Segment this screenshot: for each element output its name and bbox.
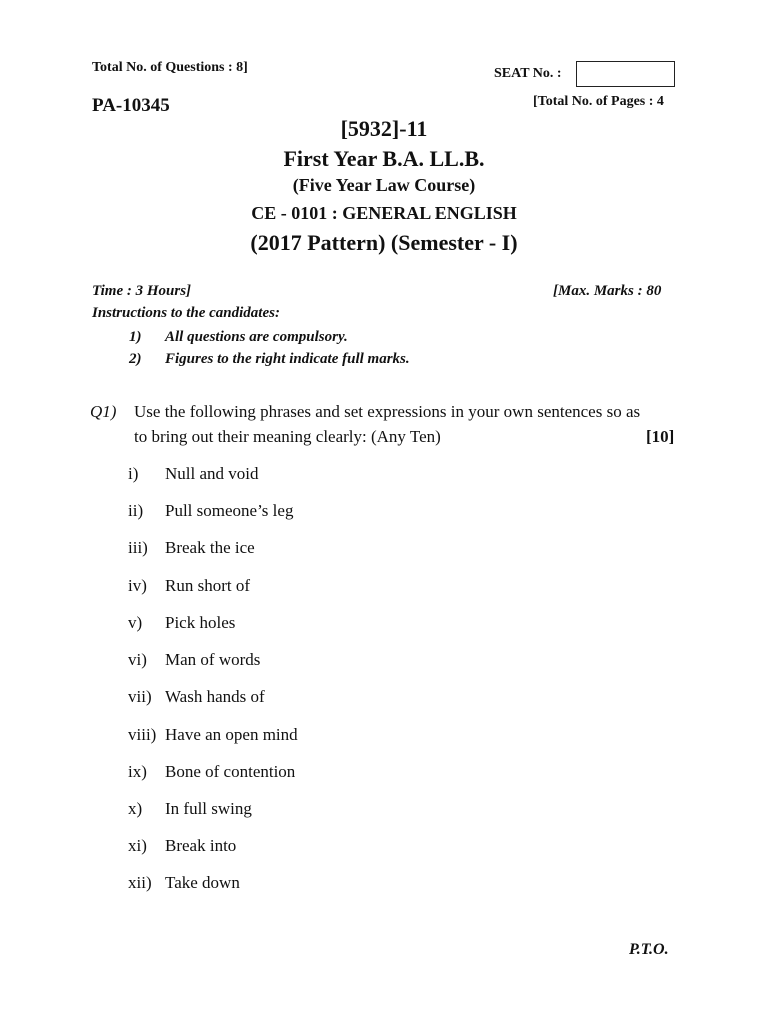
phrase-text: Break into [165,836,237,855]
instruction-text: All questions are compulsory. [165,329,348,345]
phrase-text: Null and void [165,464,259,483]
phrase-number: vii) [128,687,152,706]
phrase-number: xi) [128,836,147,855]
phrase-text: Pull someone’s leg [165,501,294,520]
phrase-number: ix) [128,762,147,781]
phrase-number: x) [128,799,143,818]
total-questions: Total No. of Questions : 8] [92,60,248,75]
question-text-line: to bring out their meaning clearly: (Any Ten) [134,427,441,446]
question-marks: [10] [646,427,675,446]
phrase-text: Run short of [165,576,250,595]
phrase-number: viii) [128,725,157,744]
phrase-text: Pick holes [165,613,236,632]
question-number: Q1) [90,402,117,421]
phrase-number: iv) [128,576,147,595]
time-allowed: Time : 3 Hours] [92,283,192,299]
course-type: (Five Year Law Course) [292,175,476,195]
phrase-text: Bone of contention [165,762,296,781]
phrase-text: Wash hands of [165,687,265,706]
subject-title: CE - 0101 : GENERAL ENGLISH [251,203,517,223]
phrase-number: xii) [128,873,152,892]
paper-code: PA-10345 [92,95,170,116]
max-marks: [Max. Marks : 80 [553,283,662,299]
seat-number-box[interactable] [576,61,675,87]
phrase-number: vi) [128,650,147,669]
course-year: First Year B.A. LL.B. [283,146,485,171]
phrase-number: i) [128,464,139,483]
instruction-text: Figures to the right indicate full marks. [165,351,410,367]
instruction-number: 2) [129,351,142,367]
please-turn-over: P.T.O. [629,941,669,958]
phrase-text: Have an open mind [165,725,298,744]
exam-code: [5932]-11 [340,116,428,141]
phrase-text: Man of words [165,650,261,669]
pattern-semester: (2017 Pattern) (Semester - I) [250,230,518,255]
phrase-text: Break the ice [165,538,255,557]
phrase-text: Take down [165,873,240,892]
phrase-number: iii) [128,538,148,557]
phrase-number: ii) [128,501,144,520]
phrase-number: v) [128,613,143,632]
question-text-line: Use the following phrases and set expressions in your own sentences so as [134,402,641,421]
instruction-number: 1) [129,329,142,345]
instructions-heading: Instructions to the candidates: [92,305,280,321]
phrase-text: In full swing [165,799,252,818]
total-pages: [Total No. of Pages : 4 [533,94,664,109]
seat-number-label: SEAT No. : [494,66,562,81]
